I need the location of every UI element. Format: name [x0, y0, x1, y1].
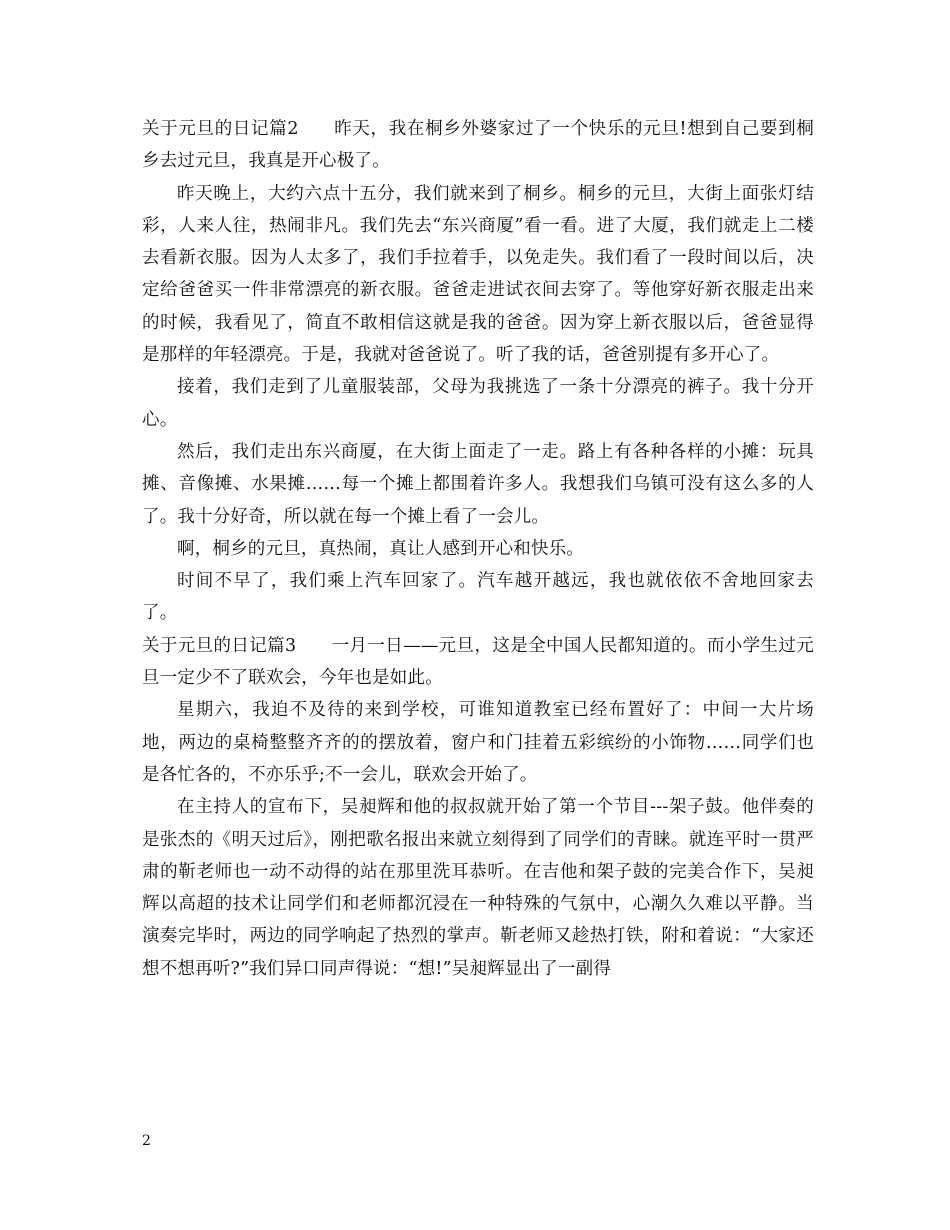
diary-entry-3-opening: [142, 630, 814, 695]
diary-entry-2-paragraph-6: 时间不早了，我们乘上汽车回家了。汽车越开越远，我也就依依不舍地回家去了。: [142, 571, 814, 624]
diary-entry-3-paragraph-3: 在主持人的宣布下，吴昶辉和他的叔叔就开始了第一个节目---架子鼓。他伴奏的是张杰的《明天过后》，刚把歌名报出来就立刻得到了同学们的青睐。就连平时一贯严肃的靳老师也一动不动得的站在那里洗耳恭听。在吉他和架子鼓的完美合作下，吴昶辉以高超的技术让同学们和老师都沉浸在一种特殊的气氛中，心潮久久难以平静。当演奏完毕时，两边的同学响起了热烈的掌声。靳老师又趁热打铁，附和着说：“大家还想不想再听?”我们异口同声得说：“想!”吴昶辉显出了一副得: [142, 797, 814, 979]
diary-entry-3-paragraph-2: 星期六，我迫不及待的来到学校，可谁知道教室已经布置好了：中间一大片场地，两边的桌椅整整齐齐的的摆放着，窗户和门挂着五彩缤纷的小饰物……同学们也是各忙各的，不亦乐乎;不一会儿，联欢会开始了。: [142, 700, 814, 785]
diary-entry-2-paragraph-3: 接着，我们走到了儿童服装部，父母为我挑选了一条十分漂亮的裤子。我十分开心。: [142, 377, 814, 430]
page-number: 2: [142, 1133, 151, 1149]
diary-entry-2-paragraph-2: 昨天晚上，大约六点十五分，我们就来到了桐乡。桐乡的元旦，大街上面张灯结彩，人来人往，热闹非凡。我们先去“东兴商厦”看一看。进了大厦，我们就走上二楼去看新衣服。因为人太多了，我们手拉着手，以免走失。我们看了一段时间以后，决定给爸爸买一件非常漂亮的新衣服。爸爸走进试衣间去穿了。等他穿好新衣服走出来的时候，我看见了，简直不敢相信这就是我的爸爸。因为穿上新衣服以后，爸爸显得是那样的年轻漂亮。于是，我就对爸爸说了。听了我的话，爸爸别提有多开心了。: [142, 183, 814, 366]
diary-entry-2-paragraph-1: 昨天，我在桐乡外婆家过了一个快乐的元旦!想到自己要到桐乡去过元旦，我真是开心极了。: [142, 119, 814, 172]
diary-entry-2-title: 关于元旦的日记篇2: [142, 119, 299, 139]
diary-entry-3-paragraph-1: 一月一日——元旦，这是全中国人民都知道的。而小学生过元旦一定少不了联欢会，今年也是如此。: [142, 635, 814, 689]
diary-entry-3-title: 关于元旦的日记篇3: [142, 635, 297, 656]
diary-entry-2-paragraph-4: 然后，我们走出东兴商厦，在大街上面走了一走。路上有各种各样的小摊：玩具摊、音像摊、水果摊……每一个摊上都围着许多人。我想我们乌镇可没有这么多的人了。我十分好奇，所以就在每一个摊上看了一会儿。: [142, 441, 814, 527]
diary-entry-2-opening: [142, 113, 814, 178]
diary-entry-2-paragraph-5: 啊，桐乡的元旦，真热闹，真让人感到开心和快乐。: [177, 538, 585, 559]
document-body: [142, 113, 814, 985]
